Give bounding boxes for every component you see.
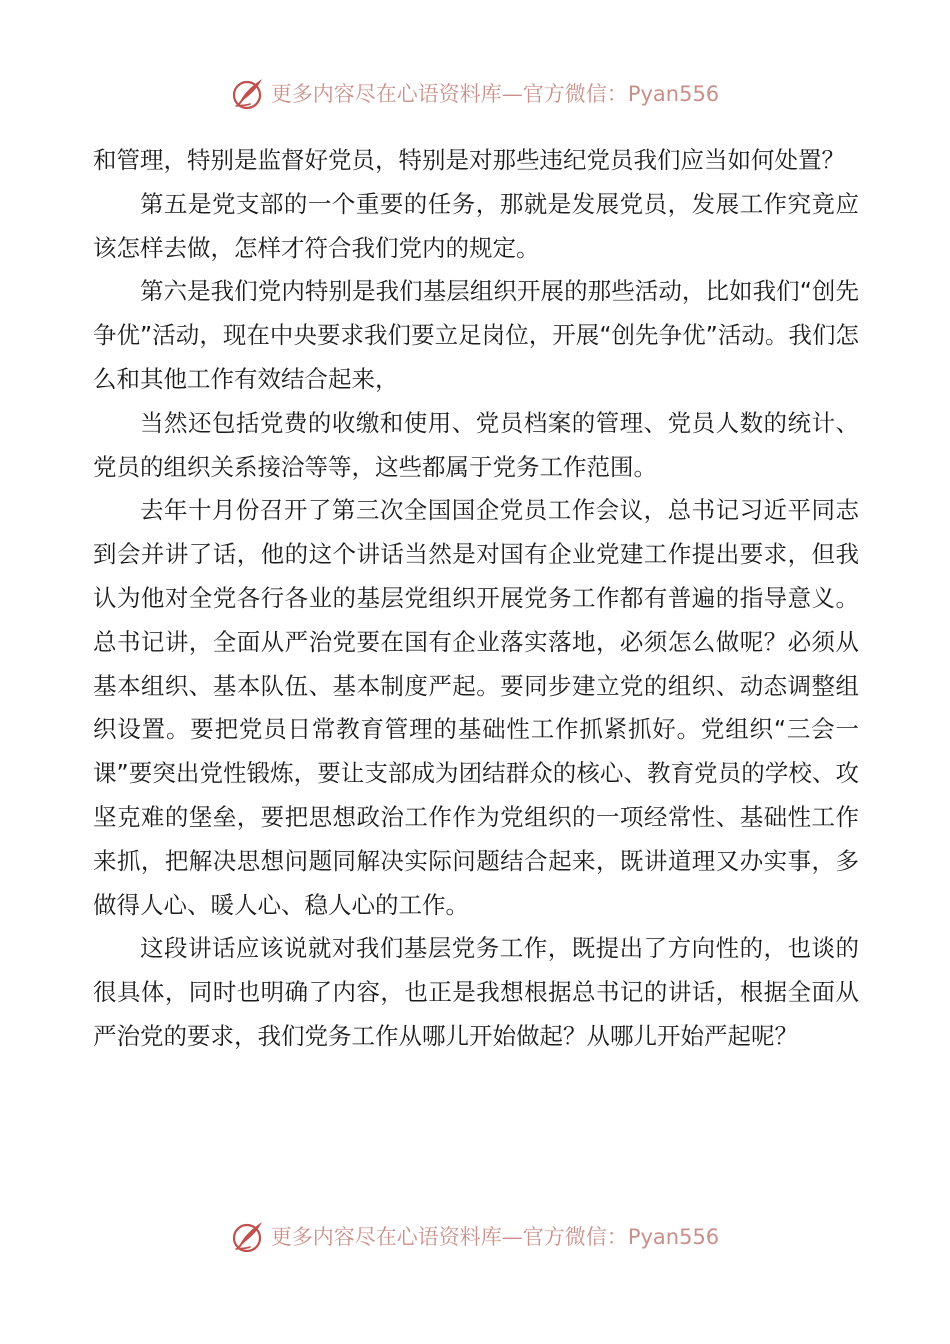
banner-text xyxy=(271,78,719,108)
paragraph-continuation: 和管理，特别是监督好党员，特别是对那些违纪党员我们应当如何处置？ xyxy=(93,146,845,174)
quill-pen-logo-icon xyxy=(231,75,267,111)
banner-text xyxy=(271,1221,719,1251)
footer-banner xyxy=(0,1216,950,1256)
banner-slogan: 更多内容尽在心语资料库—官方微信： xyxy=(270,1225,628,1249)
paragraph: 第五是党支部的一个重要的任务，那就是发展党员，发展工作究竟应该怎样去做，怎样才符合我们党内的规定。 xyxy=(93,189,859,262)
paragraph: 去年十月份召开了第三次全国国企党员工作会议，总书记习近平同志到会并讲了话，他的这个讲话当然是对国有企业党建工作提出要求，但我认为他对全党各行各业的基层党组织开展党务工作都有普遍的指导意义。总书记讲，全面从严治党要在国有企业落实落地，必须怎么做呢？必须从基本组织、基本队伍、基本制度严起。要同步建立党的组织、动态调整组织设置。要把党员日常教育管理的基础性工作抓紧抓好。党组织“三会一课”要突出党性锻炼，要让支部成为团结群众的核心、教育党员的学校、攻坚克难的堡垒，要把思想政治工作作为党组织的一项经常性、基础性工作来抓，把解决思想问题同解决实际问题结合起来，既讲道理又办实事，多做得人心、暖人心、稳人心的工作。 xyxy=(93,496,859,919)
paragraph: 当然还包括党费的收缴和使用、党员档案的管理、党员人数的统计、党员的组织关系接洽等等，这些都属于党务工作范围。 xyxy=(93,408,859,481)
banner-slogan: 更多内容尽在心语资料库—官方微信： xyxy=(270,82,628,106)
paragraph: 第六是我们党内特别是我们基层组织开展的那些活动，比如我们“创先争优”活动，现在中央要求我们要立足岗位，开展“创先争优”活动。我们怎么和其他工作有效结合起来， xyxy=(93,277,859,393)
banner-wechat-id: Pyan556 xyxy=(627,1225,720,1249)
banner-wechat-id: Pyan556 xyxy=(627,82,720,106)
document-body xyxy=(93,139,859,1059)
quill-pen-logo-icon xyxy=(231,1218,267,1254)
header-banner xyxy=(0,73,950,113)
paragraph: 这段讲话应该说就对我们基层党务工作，既提出了方向性的，也谈的很具体，同时也明确了内容，也正是我想根据总书记的讲话，根据全面从严治党的要求，我们党务工作从哪儿开始做起？从哪儿开始严起呢？ xyxy=(93,934,859,1050)
